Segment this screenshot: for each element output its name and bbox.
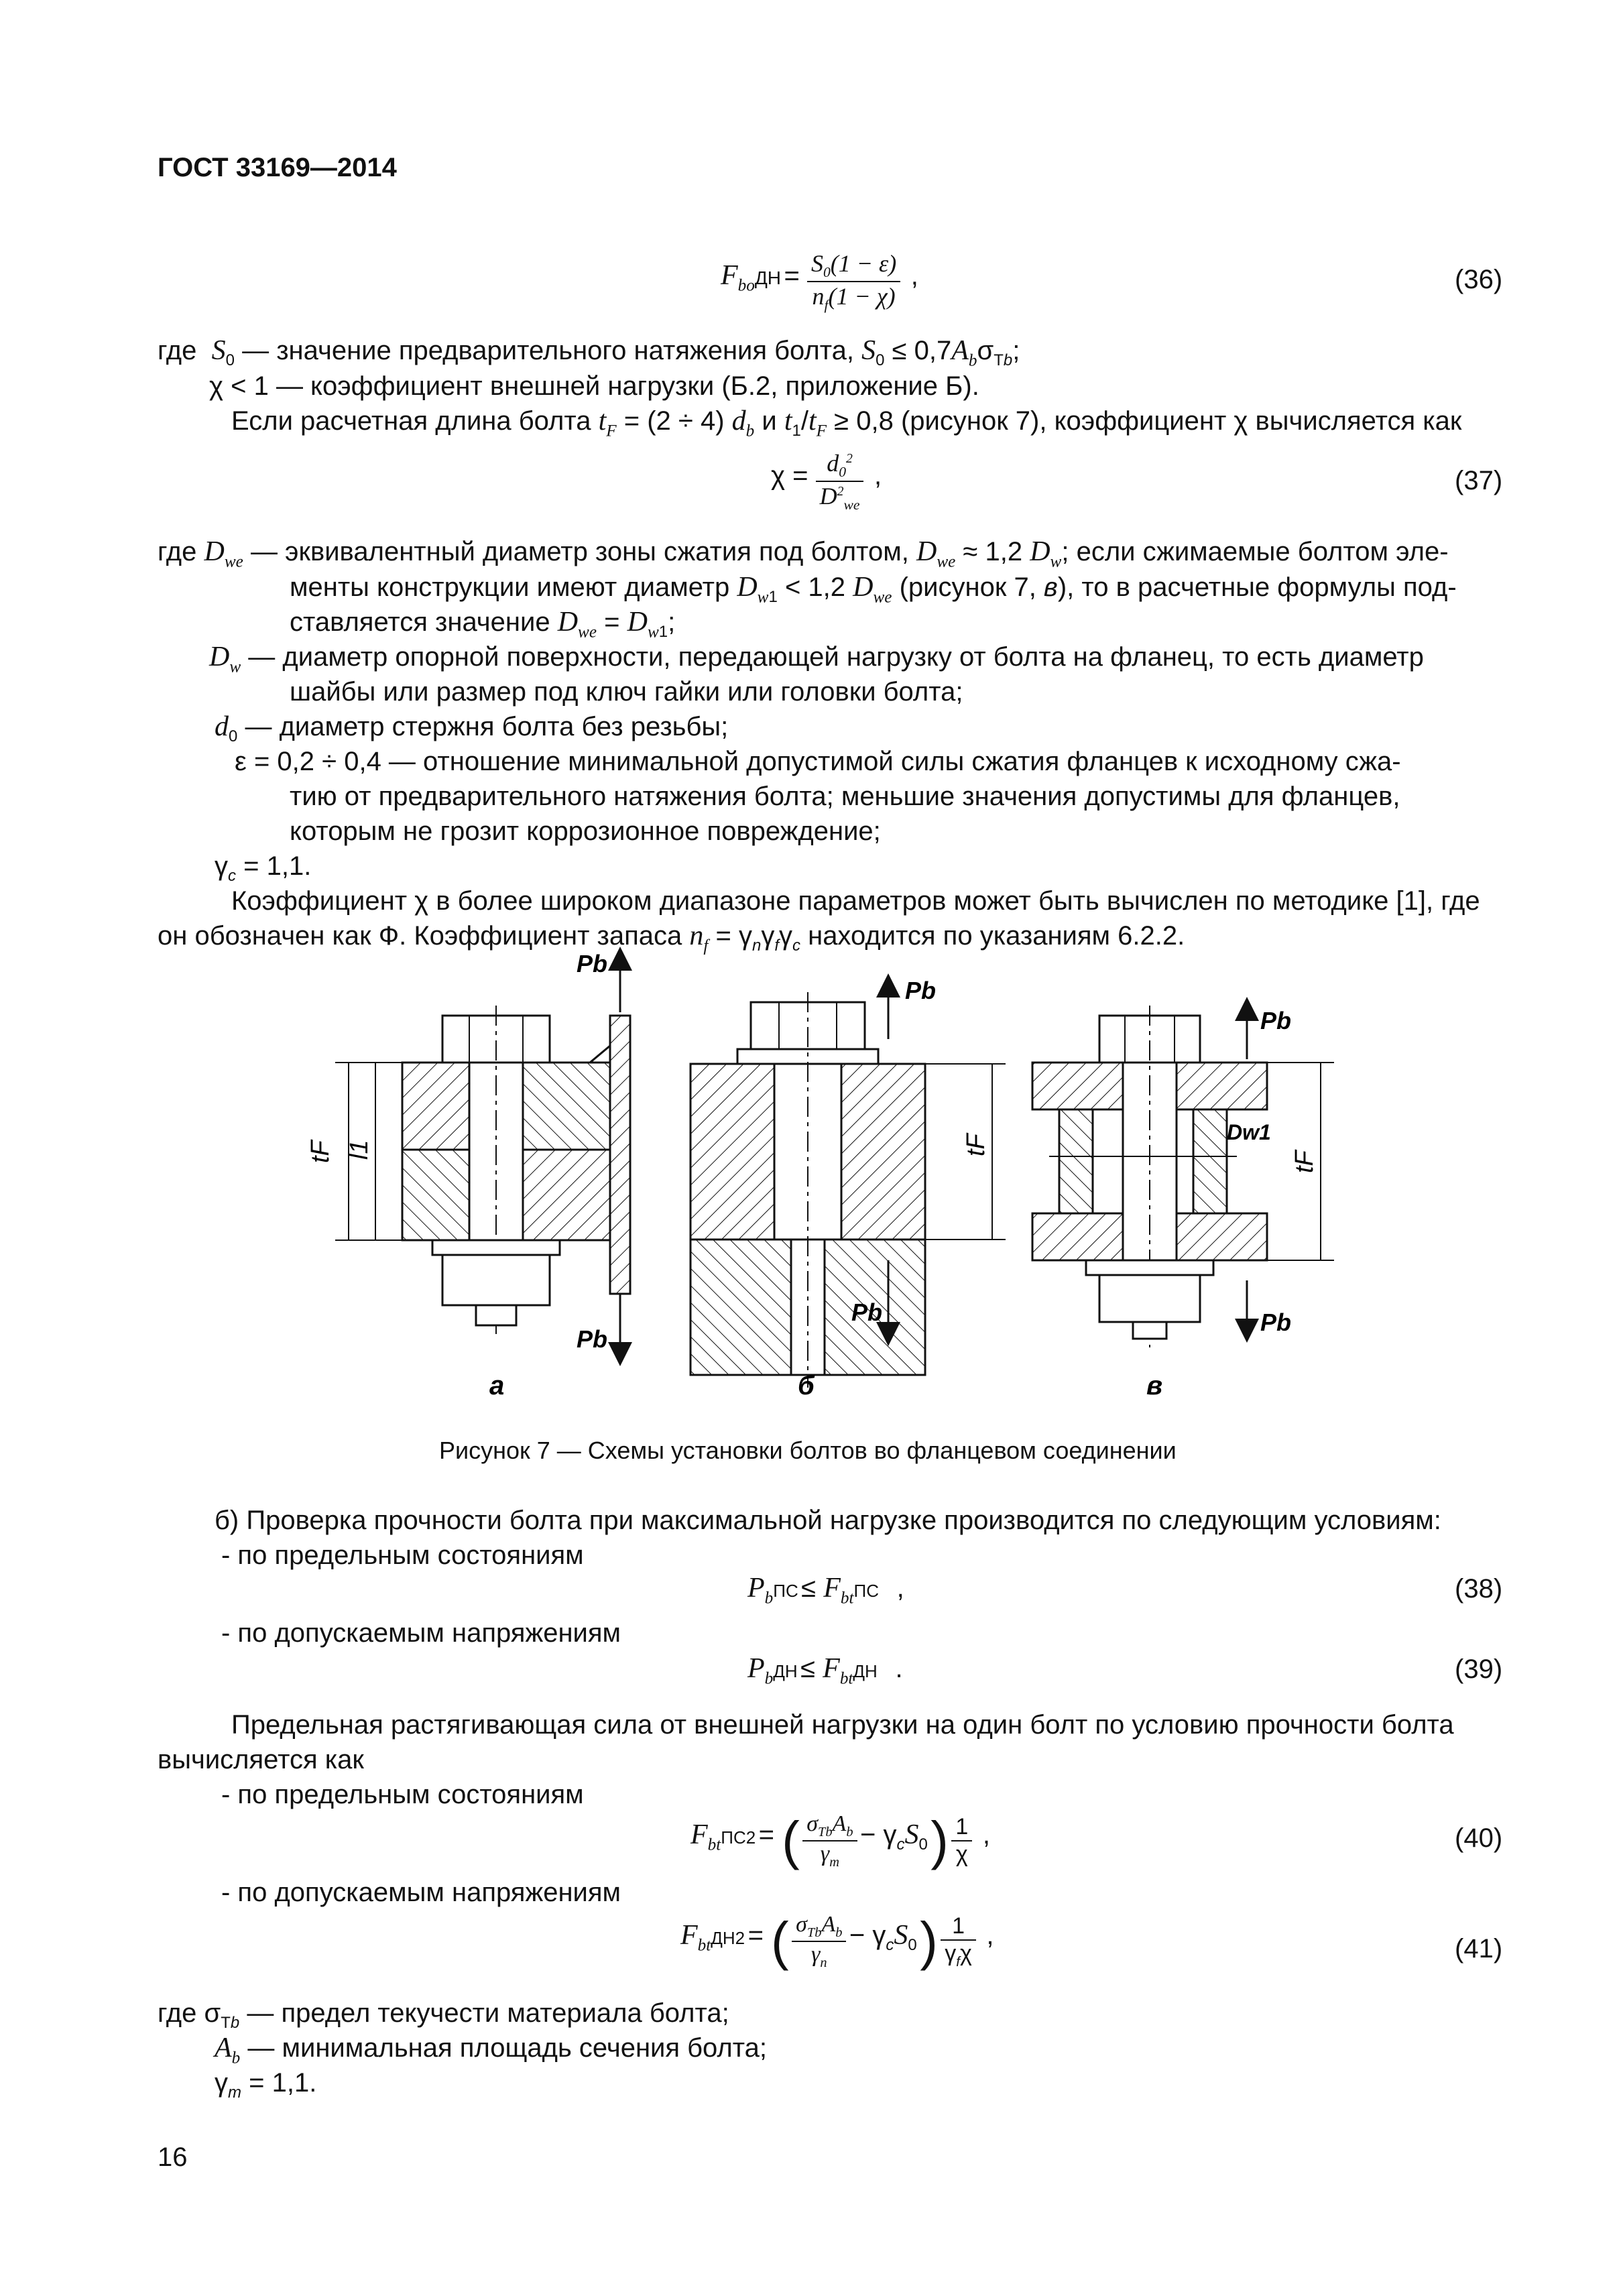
para-tensile-2: вычисляется как [158,1745,364,1774]
equation-37: χ = $\frac{d_0^2}{D^2_{we}}$ , [771,450,882,513]
where-dwe-3: ставляется значение $D_{we} = D_{w1}$; [290,607,676,642]
equation-40: $F_{bt}ПС2$ = ( $\frac{\sigma_{Tb}A_b}{\gamma_m}$ − $\gamma_cS_0$ ) $\frac{1}{\chi}$ , [690,1811,990,1870]
equation-41: $F_{bt}ДН2$ = ( $\frac{\sigma_{Tb}A_b}{\gamma_n}$ − $\gamma_cS_0$ ) $\frac{1}{\gamma_f\chi}$ , [680,1911,994,1971]
para-tensile-limit-states: - по предельным состояниям [221,1780,584,1809]
where-eps-2: тию от предварительного натяжения болта; меньшие значения допустимы для фланцев, [290,782,1400,811]
where-dw-1: $D_w$ — диаметр опорной поверхности, передающей нагрузку от болта на фланец, то есть диаметр [209,642,1424,676]
where-gm: $\gamma_m = 1,1$. [215,2068,317,2102]
scheme-b-label-pb-bottom: Pb [851,1298,883,1326]
scheme-a-label-l1: l1 [345,1140,373,1160]
scheme-v-nut [1099,1275,1200,1322]
equation-number-38: (38) [1455,1574,1503,1604]
para-check-limit-states: - по предельным состояниям [221,1540,584,1570]
scheme-v-label-pb-bottom: Pb [1260,1309,1292,1336]
where-s0: где $S_0$ — значение предварительного натяжения болта, $S_0 \le 0,7A_b\sigma_{Tb}$; [158,335,1020,370]
scheme-a [306,950,630,1400]
equation-number-40: (40) [1455,1823,1503,1853]
figure-7-caption: Рисунок 7 — Схемы установки болтов во фланцевом соединении [439,1437,1177,1464]
para-coef-1: Коэффициент χ в более широком диапазоне параметров может быть вычислен по методике [1], где [231,886,1480,916]
equation-39: $P_bДН \le F_{bt}ДН$ . [747,1653,903,1688]
scheme-a-nut [442,1255,550,1305]
where-dwe-1: где $D_{we}$ — эквивалентный диаметр зоны сжатия под болтом, $D_{we} \approx 1,2$ $D_w$; если сжимаемые болтом эле- [158,536,1449,571]
para-check-allowable: - по допускаемым напряжениям [221,1618,621,1648]
where-d0: $d_0$ — диаметр стержня болта без резьбы; [215,711,729,745]
para-tensile-allowable: - по допускаемым напряжениям [221,1878,621,1907]
scheme-a-label: а [489,1371,505,1400]
scheme-v-washer [1086,1260,1213,1275]
figure-7-diagram [282,945,1354,1455]
scheme-v-label-pb-top: Pb [1260,1007,1292,1034]
scheme-a-label-pb-bottom: Pb [577,1325,608,1353]
equation-number-39: (39) [1455,1654,1503,1684]
para-check-intro: б) Проверка прочности болта при максимальной нагрузке производится по следующим условиям: [215,1506,1441,1535]
para-tensile-1: Предельная растягивающая сила от внешней нагрузки на один болт по условию прочности болта [231,1710,1454,1740]
scheme-b-label: б [798,1371,815,1400]
scheme-v [1032,1006,1334,1400]
scheme-v-label: в [1146,1371,1163,1400]
para-coef-2: он обозначен как Ф. Коэффициент запаса $n_f = \gamma_n\gamma_f\gamma_c$ находится по указаниям 6.2.2. [158,920,1185,955]
equation-number-37: (37) [1455,466,1503,495]
scheme-a-label-tf: tF [306,1140,335,1163]
scheme-v-label-dw1: Dw1 [1227,1120,1271,1144]
equation-number-36: (36) [1455,265,1503,294]
where-gc: $\gamma_c = 1,1$. [215,851,312,885]
document-header: ГОСТ 33169—2014 [158,153,397,182]
scheme-b-label-tf: tF [962,1134,990,1156]
where-eps-3: которым не грозит коррозионное повреждение; [290,817,881,846]
equation-number-41: (41) [1455,1934,1503,1963]
para-chi-calc: Если расчетная длина болта $t_F = (2 \div 4)$ $d_b$ и $t_1/t_F \ge 0,8$ (рисунок 7), коэффициент χ вычисляется как [231,406,1462,440]
where-eps-1: ε = 0,2 ÷ 0,4 — отношение минимальной допустимой силы сжатия фланцев к исходному сжа- [235,747,1401,776]
where-dw-2: шайбы или размер под ключ гайки или головки болта; [290,677,963,707]
where-ab: $A_b$ — минимальная площадь сечения болта; [215,2033,767,2067]
where-sigma: где $\sigma_{Tb}$ — предел текучести материала болта; [158,1998,729,2032]
scheme-a-washer [432,1240,560,1255]
scheme-v-label-tf: tF [1290,1150,1319,1173]
equation-36: $F_{bo}ДН$ = $\frac{S_0(1 - \varepsilon)}{n_f(1 - \chi)}$ , [721,250,918,314]
where-chi: χ < 1 — коэффициент внешней нагрузки (Б.2, приложение Б). [209,371,979,401]
scheme-b [690,977,1006,1400]
where-dwe-2: менты конструкции имеют диаметр $D_{w1} < 1,2$ $D_{we}$ (рисунок 7, в), то в расчетные формулы под- [290,572,1457,607]
scheme-b-label-pb-top: Pb [905,977,937,1004]
equation-38: $P_bПС \le F_{bt}ПС$ , [747,1573,904,1608]
scheme-a-label-pb-top: Pb [577,950,608,977]
scheme-a-plate [610,1016,630,1294]
page-number: 16 [158,2142,188,2172]
